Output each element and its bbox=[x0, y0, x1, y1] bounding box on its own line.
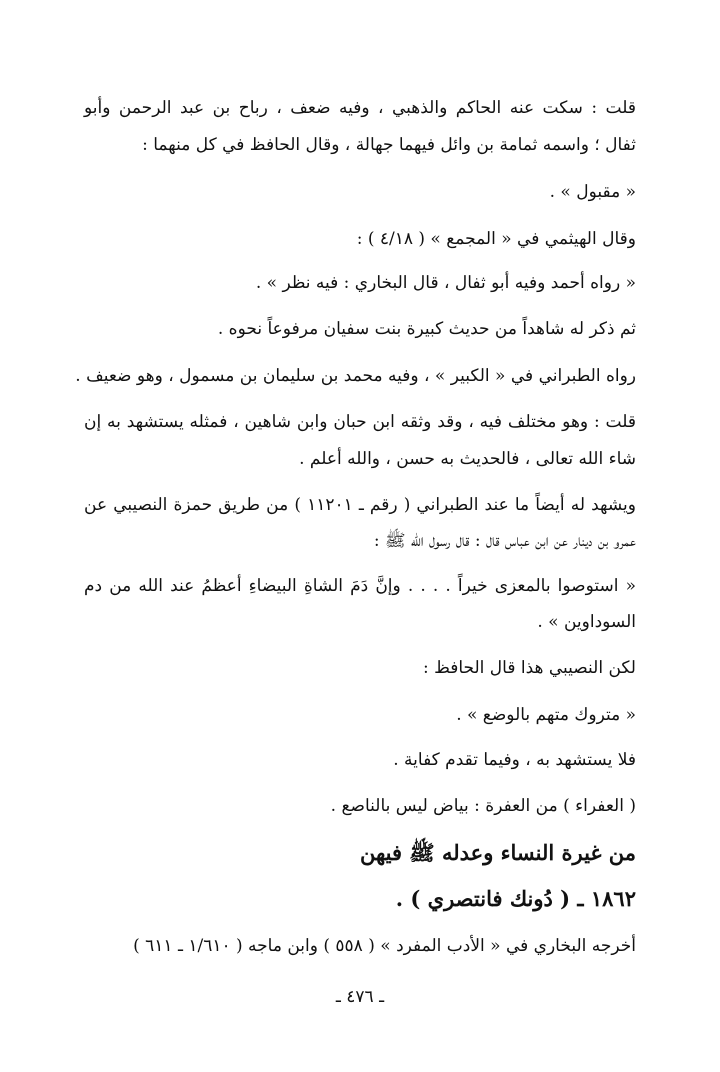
text-line-2: ثفال ؛ واسمه ثمامة بن وائل فيهما جهالة ، وقال الحافظ في كل منهما : bbox=[142, 135, 636, 155]
chapter-title: من غيرة النساء وعدله ﷺ فيهن bbox=[359, 840, 636, 865]
takhrij-line: أخرجه البخاري في « الأدب المفرد » ( ٥٥٨ ) وابن ماجه ( ١/٦١٠ ـ ٦١١ ) bbox=[133, 936, 636, 956]
text-line-14: لكن النصيبي هذا قال الحافظ : bbox=[422, 658, 636, 678]
text-line-1: قلت : سكت عنه الحاكم والذهبي ، وفيه ضعف ، رباح بن عبد الرحمن وأبو bbox=[84, 98, 636, 118]
text-line-6: ثم ذكر له شاهداً من حديث كبيرة بنت سفيان مرفوعاً نحوه . bbox=[217, 319, 636, 339]
text-line-4: وقال الهيثمي في « المجمع » ( ٤/١٨ ) : bbox=[356, 229, 636, 249]
text-line-12: « استوصوا بالمعزى خيراً . . . . وإنَّ دَمَ الشاةِ البيضاءِ أعظمُ عند الله من دم bbox=[84, 576, 636, 596]
page-number: ـ ٤٧٦ ـ bbox=[335, 987, 385, 1007]
text-line-17: ( العفراء ) من العفرة : بياض ليس بالناصع . bbox=[330, 796, 636, 816]
text-line-16: فلا يستشهد به ، وفيما تقدم كفاية . bbox=[393, 750, 636, 770]
text-line-9: شاء الله تعالى ، فالحديث به حسن ، والله أعلم . bbox=[299, 449, 636, 469]
hadith-heading: ١٨٦٢ ـ ( دُونك فانتصري ) . bbox=[395, 886, 636, 911]
text-line-3: « مقبول » . bbox=[549, 182, 636, 202]
text-line-13: السوداوين » . bbox=[537, 612, 636, 632]
text-line-8: قلت : وهو مختلف فيه ، وقد وثقه ابن حبان وابن شاهين ، فمثله يستشهد به إن bbox=[84, 412, 636, 432]
text-line-11: عمرو بن دينار عن ابن عباس قال : قال رسول الله ﷺ : bbox=[373, 531, 636, 551]
text-line-10: ويشهد له أيضاً ما عند الطبراني ( رقم ـ ١١٢٠١ ) من طريق حمزة النصيبي عن bbox=[84, 495, 636, 515]
text-line-15: « متروك متهم بالوضع » . bbox=[456, 705, 636, 725]
text-line-5: « رواه أحمد وفيه أبو ثفال ، قال البخاري : فيه نظر » . bbox=[255, 273, 636, 293]
text-line-7: رواه الطبراني في « الكبير » ، وفيه محمد بن سليمان بن مسمول ، وهو ضعيف . bbox=[75, 366, 636, 386]
